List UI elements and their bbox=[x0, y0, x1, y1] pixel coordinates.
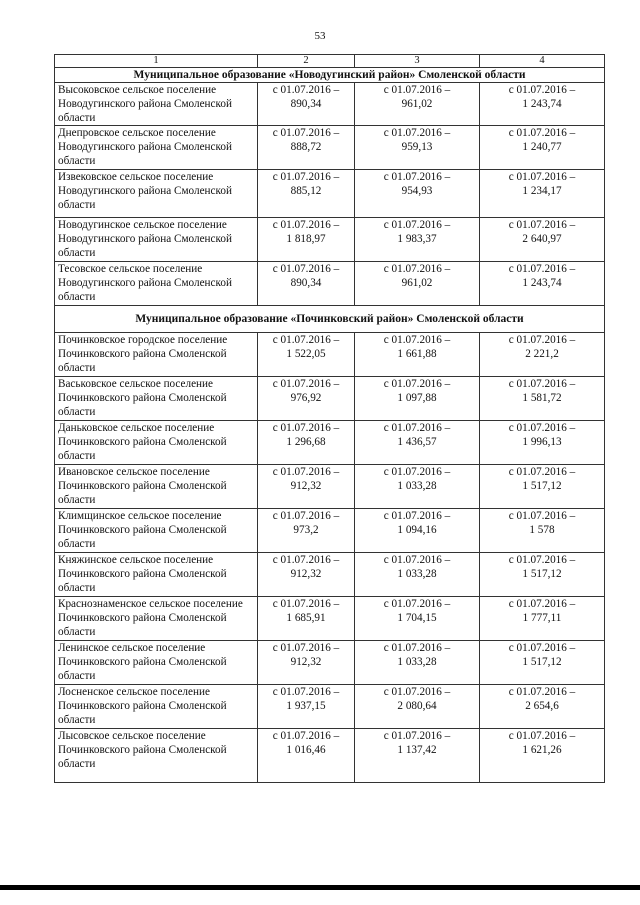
effective-date: с 01.07.2016 – bbox=[508, 686, 576, 698]
column-number-row bbox=[55, 55, 605, 68]
effective-date: с 01.07.2016 – bbox=[508, 510, 576, 522]
table-row bbox=[55, 262, 605, 306]
tariff-cell-c2 bbox=[258, 685, 355, 729]
effective-date: с 01.07.2016 – bbox=[272, 334, 340, 346]
effective-date: с 01.07.2016 – bbox=[508, 84, 576, 96]
tariff-cell-c4 bbox=[480, 421, 605, 465]
settlement-name: Днепровское сельское поселение Новодугинского района Смоленской области bbox=[55, 126, 258, 170]
table-row bbox=[55, 421, 605, 465]
effective-date: с 01.07.2016 – bbox=[383, 554, 451, 566]
effective-date: с 01.07.2016 – bbox=[383, 334, 451, 346]
tariff-value: 890,34 bbox=[290, 277, 322, 289]
effective-date: с 01.07.2016 – bbox=[272, 263, 340, 275]
tariff-value: 1 094,16 bbox=[397, 524, 437, 536]
tariff-cell-c2 bbox=[258, 126, 355, 170]
effective-date: с 01.07.2016 – bbox=[508, 378, 576, 390]
tariff-cell-c4 bbox=[480, 685, 605, 729]
tariff-value: 1 578 bbox=[529, 524, 555, 536]
tariff-value: 1 436,57 bbox=[397, 436, 437, 448]
tariff-value: 1 243,74 bbox=[522, 277, 562, 289]
tariff-value: 1 661,88 bbox=[397, 348, 437, 360]
table-row bbox=[55, 465, 605, 509]
tariff-value: 1 243,74 bbox=[522, 98, 562, 110]
tariff-value: 1 621,26 bbox=[522, 744, 562, 756]
effective-date: с 01.07.2016 – bbox=[272, 219, 340, 231]
effective-date: с 01.07.2016 – bbox=[272, 510, 340, 522]
settlement-name: Починковское городское поселение Починковского района Смоленской области bbox=[55, 333, 258, 377]
tariff-value: 959,13 bbox=[401, 141, 433, 153]
table-row bbox=[55, 377, 605, 421]
tariff-cell-c4 bbox=[480, 465, 605, 509]
tariff-cell-c2 bbox=[258, 597, 355, 641]
tariff-cell-c3 bbox=[355, 218, 480, 262]
settlement-name: Ленинское сельское поселение Починковского района Смоленской области bbox=[55, 641, 258, 685]
tariff-cell-c2 bbox=[258, 553, 355, 597]
section-title: Муниципальное образование «Новодугинский район» Смоленской области bbox=[55, 68, 605, 83]
effective-date: с 01.07.2016 – bbox=[383, 642, 451, 654]
effective-date: с 01.07.2016 – bbox=[508, 171, 576, 183]
tariff-cell-c4 bbox=[480, 170, 605, 218]
settlement-name: Новодугинское сельское поселение Новодугинского района Смоленской области bbox=[55, 218, 258, 262]
tariff-cell-c4 bbox=[480, 377, 605, 421]
tariff-value: 954,93 bbox=[401, 185, 433, 197]
tariff-value: 1 522,05 bbox=[286, 348, 326, 360]
settlement-name: Лосненское сельское поселение Починковского района Смоленской области bbox=[55, 685, 258, 729]
tariff-cell-c3 bbox=[355, 262, 480, 306]
tariff-value: 1 097,88 bbox=[397, 392, 437, 404]
column-number: 3 bbox=[355, 55, 480, 68]
effective-date: с 01.07.2016 – bbox=[272, 171, 340, 183]
tariff-value: 1 581,72 bbox=[522, 392, 562, 404]
tariff-value: 912,32 bbox=[290, 568, 322, 580]
effective-date: с 01.07.2016 – bbox=[272, 642, 340, 654]
tariff-value: 912,32 bbox=[290, 480, 322, 492]
effective-date: с 01.07.2016 – bbox=[508, 598, 576, 610]
bottom-rule bbox=[0, 885, 640, 890]
effective-date: с 01.07.2016 – bbox=[272, 84, 340, 96]
table-row bbox=[55, 597, 605, 641]
tariff-value: 961,02 bbox=[401, 98, 433, 110]
table-body bbox=[55, 68, 605, 783]
effective-date: с 01.07.2016 – bbox=[383, 686, 451, 698]
column-number: 1 bbox=[55, 55, 258, 68]
tariff-value: 2 654,6 bbox=[525, 700, 559, 712]
tariff-cell-c2 bbox=[258, 641, 355, 685]
effective-date: с 01.07.2016 – bbox=[508, 642, 576, 654]
tariff-value: 1 983,37 bbox=[397, 233, 437, 245]
settlement-name: Княжинское сельское поселение Починковского района Смоленской области bbox=[55, 553, 258, 597]
column-number: 2 bbox=[258, 55, 355, 68]
tariff-value: 1 704,15 bbox=[397, 612, 437, 624]
settlement-name: Высоковское сельское поселение Новодугинского района Смоленской области bbox=[55, 83, 258, 126]
tariff-cell-c2 bbox=[258, 509, 355, 553]
effective-date: с 01.07.2016 – bbox=[383, 219, 451, 231]
tariff-cell-c3 bbox=[355, 83, 480, 126]
effective-date: с 01.07.2016 – bbox=[383, 466, 451, 478]
settlement-name: Краснознаменское сельское поселение Починковского района Смоленской области bbox=[55, 597, 258, 641]
tariff-cell-c4 bbox=[480, 218, 605, 262]
column-number: 4 bbox=[480, 55, 605, 68]
tariff-cell-c3 bbox=[355, 333, 480, 377]
tariff-cell-c3 bbox=[355, 729, 480, 783]
effective-date: с 01.07.2016 – bbox=[508, 334, 576, 346]
table-row bbox=[55, 553, 605, 597]
tariff-value: 1 996,13 bbox=[522, 436, 562, 448]
tariff-value: 1 240,77 bbox=[522, 141, 562, 153]
settlement-name: Извековское сельское поселение Новодугинского района Смоленской области bbox=[55, 170, 258, 218]
tariff-cell-c3 bbox=[355, 421, 480, 465]
section-header-row bbox=[55, 306, 605, 333]
effective-date: с 01.07.2016 – bbox=[272, 598, 340, 610]
effective-date: с 01.07.2016 – bbox=[508, 730, 576, 742]
effective-date: с 01.07.2016 – bbox=[272, 554, 340, 566]
tariff-cell-c3 bbox=[355, 377, 480, 421]
effective-date: с 01.07.2016 – bbox=[272, 378, 340, 390]
effective-date: с 01.07.2016 – bbox=[272, 686, 340, 698]
effective-date: с 01.07.2016 – bbox=[508, 263, 576, 275]
tariff-cell-c2 bbox=[258, 333, 355, 377]
tariff-cell-c2 bbox=[258, 421, 355, 465]
tariff-value: 1 777,11 bbox=[522, 612, 562, 624]
effective-date: с 01.07.2016 – bbox=[272, 422, 340, 434]
tariff-cell-c2 bbox=[258, 729, 355, 783]
tariff-value: 1 137,42 bbox=[397, 744, 437, 756]
settlement-name: Климщинское сельское поселение Починковского района Смоленской области bbox=[55, 509, 258, 553]
tariff-cell-c2 bbox=[258, 218, 355, 262]
tariff-cell-c4 bbox=[480, 553, 605, 597]
tariff-value: 1 685,91 bbox=[286, 612, 326, 624]
tariff-cell-c4 bbox=[480, 126, 605, 170]
effective-date: с 01.07.2016 – bbox=[508, 466, 576, 478]
tariff-cell-c2 bbox=[258, 170, 355, 218]
tariff-value: 1 517,12 bbox=[522, 568, 562, 580]
section-header-row bbox=[55, 68, 605, 83]
tariff-cell-c3 bbox=[355, 685, 480, 729]
tariff-value: 890,34 bbox=[290, 98, 322, 110]
table-row bbox=[55, 126, 605, 170]
tariff-cell-c2 bbox=[258, 262, 355, 306]
effective-date: с 01.07.2016 – bbox=[272, 466, 340, 478]
tariff-value: 1 296,68 bbox=[286, 436, 326, 448]
tariff-cell-c3 bbox=[355, 465, 480, 509]
tariff-value: 1 517,12 bbox=[522, 656, 562, 668]
effective-date: с 01.07.2016 – bbox=[508, 219, 576, 231]
tariff-value: 1 517,12 bbox=[522, 480, 562, 492]
effective-date: с 01.07.2016 – bbox=[383, 510, 451, 522]
tariff-cell-c4 bbox=[480, 262, 605, 306]
table-row bbox=[55, 83, 605, 126]
effective-date: с 01.07.2016 – bbox=[272, 730, 340, 742]
tariff-value: 1 234,17 bbox=[522, 185, 562, 197]
tariff-cell-c4 bbox=[480, 729, 605, 783]
effective-date: с 01.07.2016 – bbox=[383, 422, 451, 434]
settlement-name: Васьковское сельское поселение Починковского района Смоленской области bbox=[55, 377, 258, 421]
effective-date: с 01.07.2016 – bbox=[508, 127, 576, 139]
tariff-value: 1 033,28 bbox=[397, 480, 437, 492]
tariff-value: 2 221,2 bbox=[525, 348, 559, 360]
tariff-value: 961,02 bbox=[401, 277, 433, 289]
tariff-cell-c3 bbox=[355, 553, 480, 597]
tariff-value: 1 033,28 bbox=[397, 568, 437, 580]
tariff-table bbox=[54, 54, 605, 783]
table-row bbox=[55, 218, 605, 262]
effective-date: с 01.07.2016 – bbox=[383, 84, 451, 96]
settlement-name: Тесовское сельское поселение Новодугинского района Смоленской области bbox=[55, 262, 258, 306]
tariff-cell-c2 bbox=[258, 377, 355, 421]
tariff-cell-c2 bbox=[258, 465, 355, 509]
tariff-value: 1 818,97 bbox=[286, 233, 326, 245]
tariff-cell-c4 bbox=[480, 333, 605, 377]
tariff-cell-c4 bbox=[480, 83, 605, 126]
effective-date: с 01.07.2016 – bbox=[383, 378, 451, 390]
settlement-name: Ивановское сельское поселение Починковского района Смоленской области bbox=[55, 465, 258, 509]
tariff-cell-c3 bbox=[355, 641, 480, 685]
tariff-cell-c2 bbox=[258, 83, 355, 126]
effective-date: с 01.07.2016 – bbox=[508, 554, 576, 566]
table-row bbox=[55, 641, 605, 685]
effective-date: с 01.07.2016 – bbox=[508, 422, 576, 434]
table-row bbox=[55, 729, 605, 783]
effective-date: с 01.07.2016 – bbox=[383, 263, 451, 275]
table-row bbox=[55, 509, 605, 553]
tariff-value: 888,72 bbox=[290, 141, 322, 153]
settlement-name: Даньковское сельское поселение Починковского района Смоленской области bbox=[55, 421, 258, 465]
section-title: Муниципальное образование «Починковский район» Смоленской области bbox=[55, 306, 605, 333]
effective-date: с 01.07.2016 – bbox=[383, 730, 451, 742]
tariff-cell-c3 bbox=[355, 170, 480, 218]
effective-date: с 01.07.2016 – bbox=[383, 127, 451, 139]
tariff-cell-c3 bbox=[355, 509, 480, 553]
tariff-value: 973,2 bbox=[293, 524, 319, 536]
tariff-cell-c4 bbox=[480, 597, 605, 641]
tariff-cell-c3 bbox=[355, 597, 480, 641]
effective-date: с 01.07.2016 – bbox=[272, 127, 340, 139]
tariff-value: 1 033,28 bbox=[397, 656, 437, 668]
tariff-value: 885,12 bbox=[290, 185, 322, 197]
tariff-value: 2 640,97 bbox=[522, 233, 562, 245]
tariff-value: 912,32 bbox=[290, 656, 322, 668]
effective-date: с 01.07.2016 – bbox=[383, 171, 451, 183]
table-row bbox=[55, 170, 605, 218]
effective-date: с 01.07.2016 – bbox=[383, 598, 451, 610]
tariff-cell-c4 bbox=[480, 509, 605, 553]
settlement-name: Лысовское сельское поселение Починковского района Смоленской области bbox=[55, 729, 258, 783]
tariff-value: 1 937,15 bbox=[286, 700, 326, 712]
table-row bbox=[55, 333, 605, 377]
page-number: 53 bbox=[314, 30, 326, 42]
table-row bbox=[55, 685, 605, 729]
tariff-value: 2 080,64 bbox=[397, 700, 437, 712]
tariff-cell-c4 bbox=[480, 641, 605, 685]
tariff-value: 1 016,46 bbox=[286, 744, 326, 756]
tariff-cell-c3 bbox=[355, 126, 480, 170]
tariff-value: 976,92 bbox=[290, 392, 322, 404]
